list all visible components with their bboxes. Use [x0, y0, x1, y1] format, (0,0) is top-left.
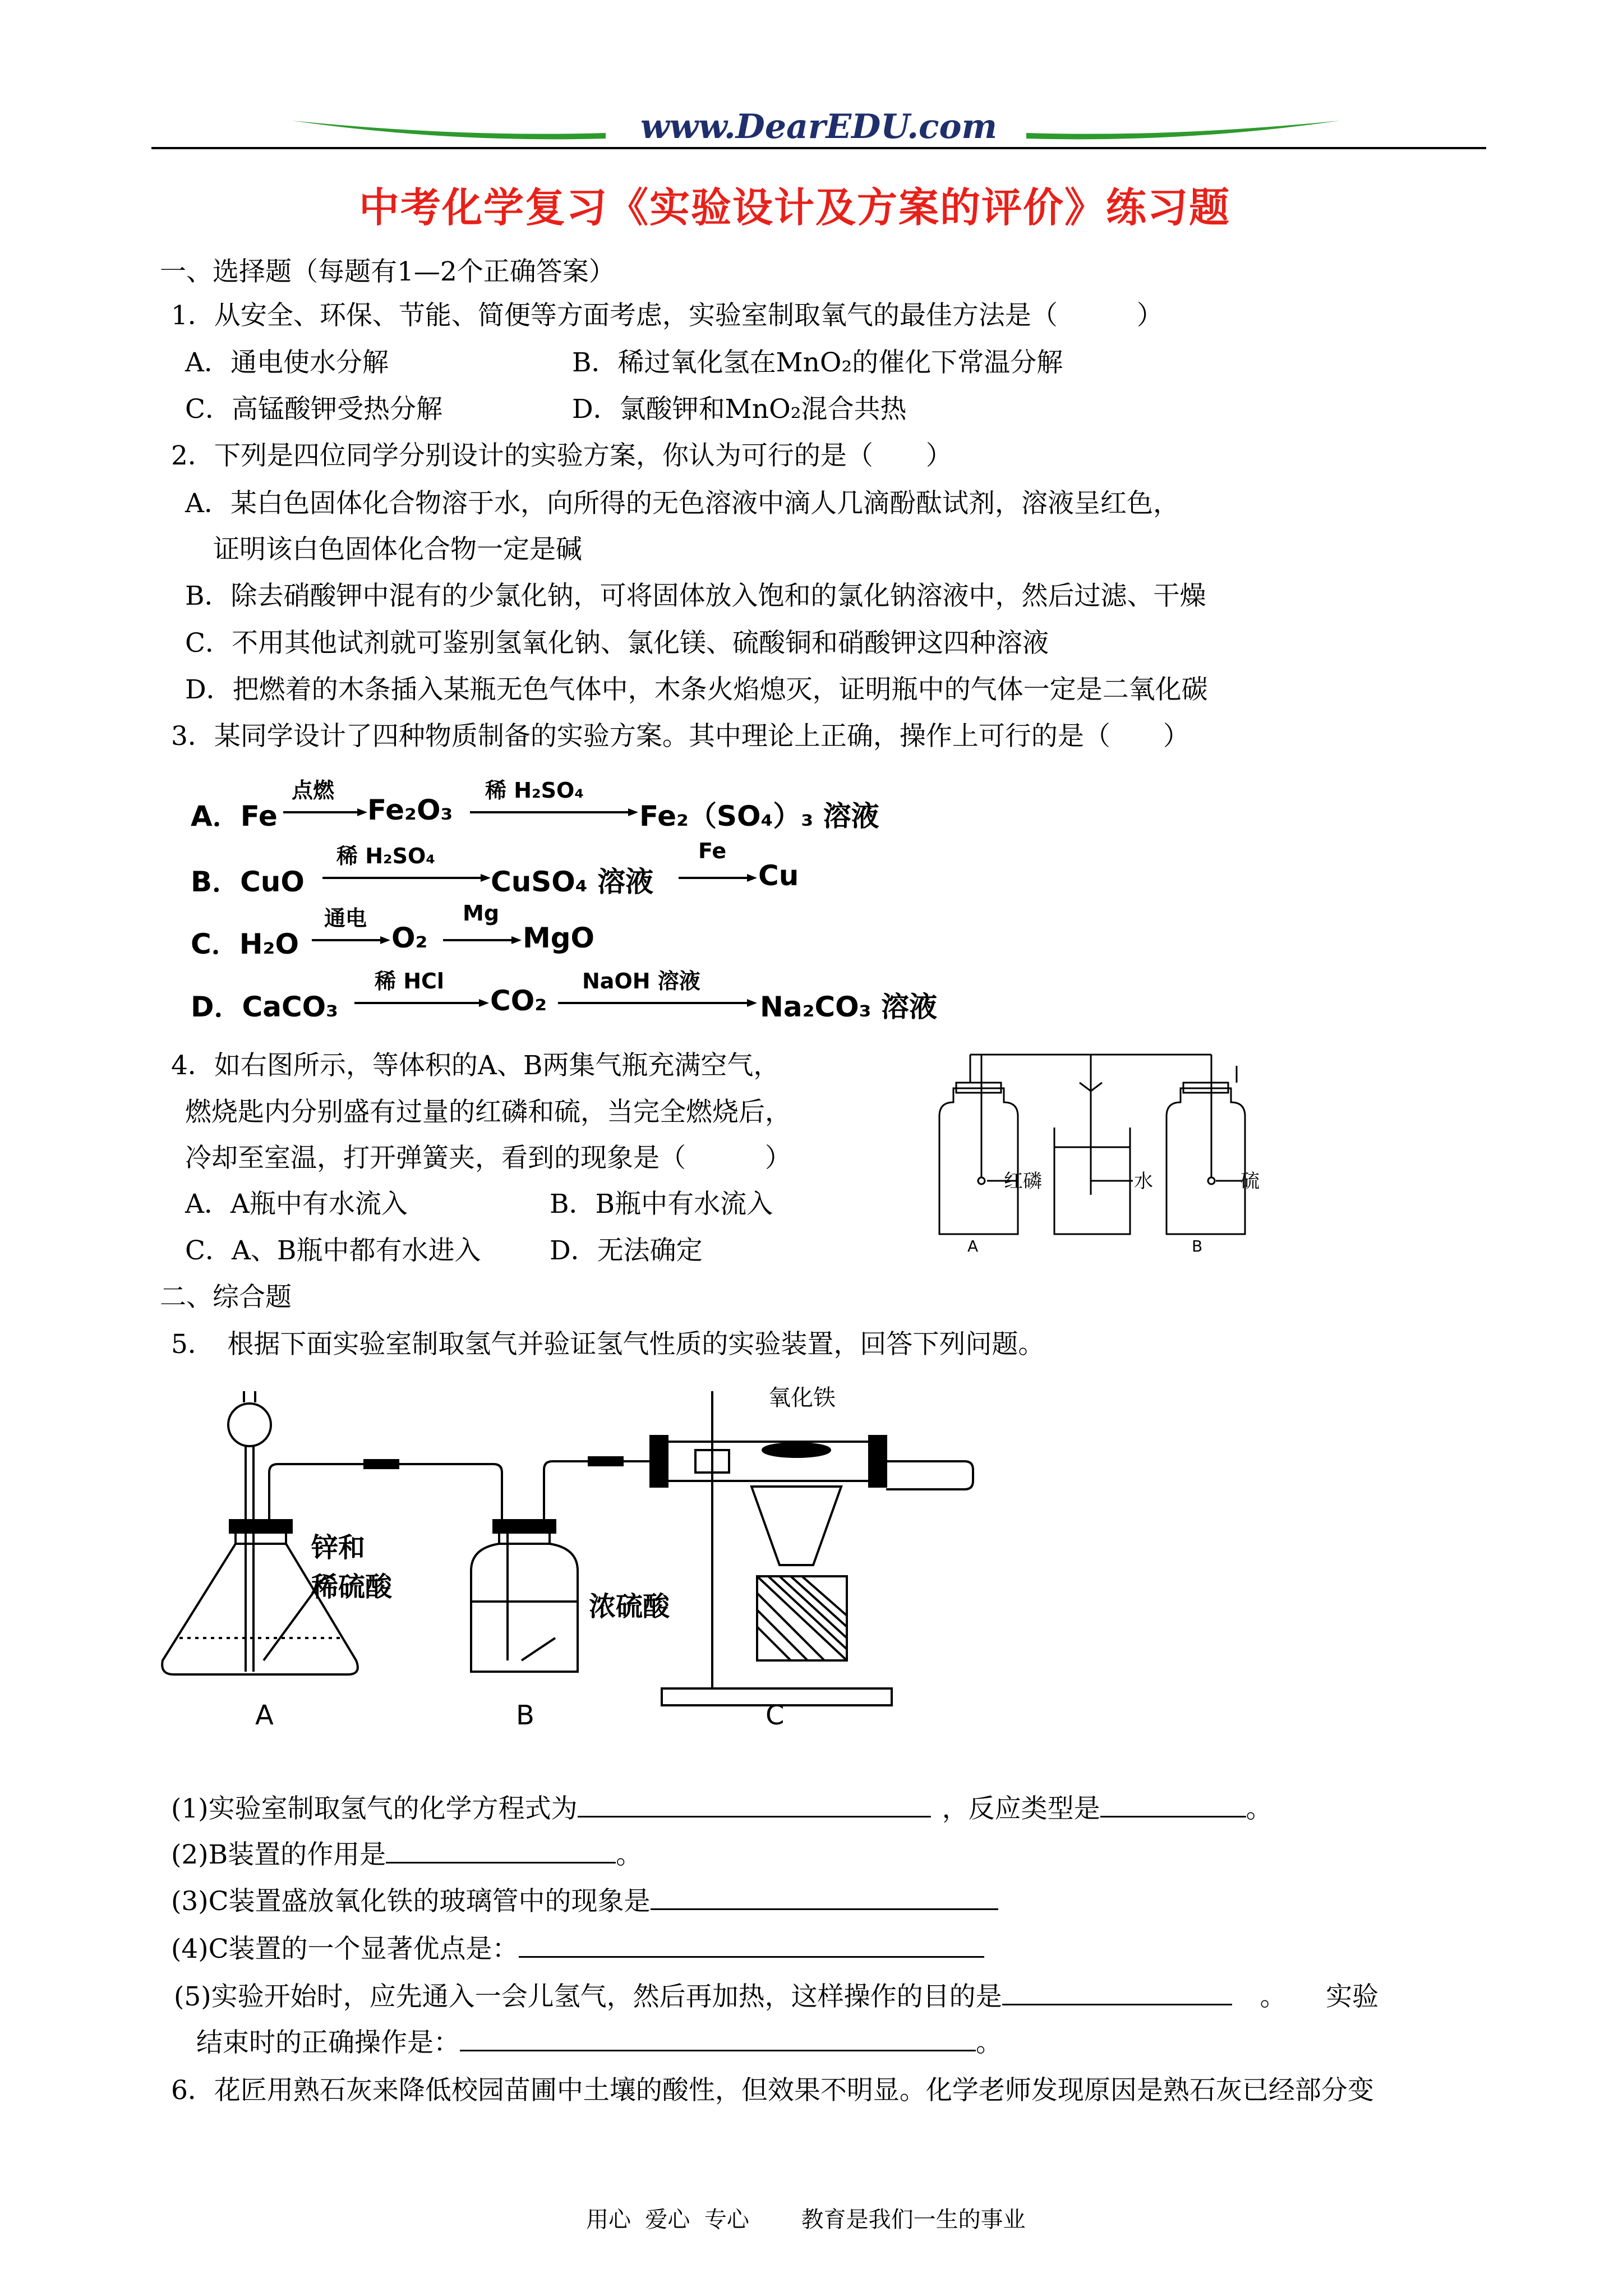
answer-blank[interactable]	[519, 1934, 984, 1958]
q3-option-b-right: Cu	[758, 859, 799, 892]
q5-apparatus-figure	[157, 1380, 1110, 1739]
page-title: 中考化学复习《实验设计及方案的评价》练习题	[359, 183, 1231, 231]
header-logo	[292, 109, 1340, 149]
q2-option-c: C．不用其他试剂就可鉴别氢氧化钠、氯化镁、硫酸铜和硝酸钾这四种溶液	[185, 628, 1049, 659]
q3-option-a-right: Fe₂（SO₄）₃ 溶液	[639, 800, 879, 832]
reaction-arrow-icon	[470, 807, 638, 818]
q4-option-d: D．无法确定	[550, 1235, 703, 1266]
q5-part-1-text: (1)实验室制取氢气的化学方程式为	[171, 1793, 578, 1824]
answer-blank[interactable]	[386, 1839, 616, 1864]
question-6-stem: 6．花匠用熟石灰来降低校园苗圃中土壤的酸性，但效果不明显。化学老师发现原因是熟石灰已经部分变	[171, 2075, 1374, 2106]
q5-part-1-text2: ，反应类型是	[942, 1793, 1100, 1824]
q3-option-a-cond1: 点燃	[292, 778, 335, 803]
q5-part-2-end: 。	[616, 1839, 643, 1870]
q2-option-a-cont: 证明该白色固体化合物一定是碱	[213, 534, 582, 565]
question-4-line3: 冷却至室温，打开弹簧夹，看到的现象是（ ）	[185, 1143, 791, 1174]
apparatus-a-label: A	[255, 1700, 274, 1731]
answer-blank[interactable]	[651, 1886, 998, 1910]
reaction-arrow-icon	[679, 872, 757, 884]
question-1-stem: 1．从安全、环保、节能、简便等方面考虑，实验室制取氧气的最佳方法是（ ）	[171, 300, 1163, 331]
q3-option-c-right: MgO	[523, 922, 595, 954]
gas-bottles-diagram-icon	[920, 1049, 1267, 1262]
q3-option-a-left: A．Fe	[191, 800, 278, 832]
page-footer: 用心 爱心 专心 教育是我们一生的事业	[586, 2207, 1026, 2233]
q5-part-4	[171, 1932, 984, 1966]
answer-blank[interactable]	[460, 2027, 976, 2051]
q5-part-1	[171, 1792, 1272, 1826]
q5-part-5-end: 。	[976, 2027, 1002, 2058]
q5-part-5-text3: 结束时的正确操作是：	[196, 2027, 460, 2058]
dilute-acid-label: 稀硫酸	[311, 1571, 393, 1603]
q3-option-d-left: D．CaCO₃	[191, 991, 339, 1023]
answer-blank[interactable]	[1002, 1981, 1232, 2005]
q3-option-b-cond1: 稀 H₂SO₄	[336, 844, 435, 868]
conc-acid-label: 浓硫酸	[589, 1591, 670, 1622]
reaction-arrow-icon	[354, 997, 489, 1009]
q4-option-b: B．B瓶中有水流入	[550, 1189, 773, 1220]
q3-option-b-left: B．CuO	[191, 866, 305, 898]
bottle-a-label: A	[967, 1237, 979, 1255]
answer-blank[interactable]	[1100, 1793, 1246, 1818]
q5-part-5-cont	[196, 2026, 1002, 2060]
sulfur-label: 硫	[1241, 1170, 1260, 1193]
q5-part-4-text: (4)C装置的一个显著优点是：	[171, 1934, 519, 1964]
question-4-line2: 燃烧匙内分别盛有过量的红磷和硫，当完全燃烧后，	[185, 1097, 791, 1128]
q4-apparatus-figure	[920, 1049, 1267, 1262]
q5-part-1-end: 。	[1246, 1793, 1272, 1824]
q3-option-c-mid: O₂	[391, 922, 428, 954]
q1-option-b: B．稀过氧化氢在MnO₂的催化下常温分解	[572, 347, 1063, 378]
q5-part-2	[171, 1838, 642, 1872]
apparatus-c-label: C	[766, 1700, 785, 1731]
q2-option-a: A．某白色固体化合物溶于水，向所得的无色溶液中滴人几滴酚酞试剂，溶液呈红色，	[185, 488, 1179, 519]
q4-option-a: A．A瓶中有水流入	[185, 1189, 408, 1220]
question-5-stem: 5． 根据下面实验室制取氢气并验证氢气性质的实验装置，回答下列问题。	[171, 1329, 1045, 1360]
reaction-arrow-icon	[322, 872, 491, 884]
iron-oxide-label: 氧化铁	[768, 1385, 836, 1411]
logo-text: www.DearEDU.com	[640, 107, 997, 146]
zinc-label: 锌和	[311, 1532, 366, 1563]
q3-option-d-mid: CO₂	[490, 984, 547, 1017]
reaction-arrow-icon	[312, 935, 390, 946]
question-3-stem: 3．某同学设计了四种物质制备的实验方案。其中理论上正确，操作上可行的是（ ）	[171, 721, 1189, 752]
q2-option-b: B．除去硝酸钾中混有的少氯化钠，可将固体放入饱和的氯化钠溶液中，然后过滤、干燥	[185, 581, 1206, 611]
q5-part-2-text: (2)B装置的作用是	[171, 1839, 386, 1870]
q3-option-a-mid: Fe₂O₃	[367, 794, 453, 826]
section-heading: 一、选择题（每题有1—2个正确答案）	[160, 256, 615, 287]
q3-option-d-cond2: NaOH 溶液	[582, 969, 700, 993]
q5-part-5-text: (5)实验开始时，应先通入一会儿氢气，然后再加热，这样操作的目的是	[174, 1981, 1002, 2012]
q1-option-c: C．高锰酸钾受热分解	[185, 394, 442, 425]
q5-part-5-text2: 。 实验	[1260, 1981, 1379, 2012]
answer-blank[interactable]	[578, 1793, 931, 1818]
reaction-arrow-icon	[558, 997, 757, 1009]
question-4-line1: 4．如右图所示，等体积的A、B两集气瓶充满空气，	[171, 1050, 780, 1081]
q2-option-d: D．把燃着的木条插入某瓶无色气体中，木条火焰熄灭，证明瓶中的气体一定是二氧化碳	[185, 674, 1208, 705]
q4-option-c: C．A、B瓶中都有水进入	[185, 1235, 481, 1266]
q5-part-3	[171, 1885, 998, 1918]
water-label: 水	[1134, 1170, 1153, 1193]
reaction-arrow-icon	[443, 935, 522, 946]
q3-option-d-cond1: 稀 HCl	[375, 969, 444, 993]
hydrogen-apparatus-diagram-icon	[157, 1380, 1110, 1739]
q5-part-5	[174, 1980, 1378, 2014]
q1-option-a: A．通电使水分解	[185, 347, 389, 378]
q3-option-c-cond1: 通电	[324, 906, 367, 931]
q3-option-d-right: Na₂CO₃ 溶液	[760, 991, 937, 1023]
q3-option-c-left: C．H₂O	[191, 928, 299, 960]
q3-option-c-cond2: Mg	[463, 901, 500, 926]
q5-part-3-text: (3)C装置盛放氧化铁的玻璃管中的现象是	[171, 1886, 651, 1917]
header-rule	[151, 147, 1486, 149]
q3-option-b-mid: CuSO₄ 溶液	[491, 866, 654, 898]
question-2-stem: 2．下列是四位同学分别设计的实验方案，你认为可行的是（ ）	[171, 440, 952, 471]
red-phosphorus-label: 红磷	[1004, 1170, 1042, 1193]
q3-option-b-cond2: Fe	[698, 839, 727, 863]
bottle-b-label: B	[1192, 1237, 1203, 1255]
apparatus-b-label: B	[516, 1700, 534, 1731]
q1-option-d: D．氯酸钾和MnO₂混合共热	[572, 394, 907, 425]
q3-option-a-cond2: 稀 H₂SO₄	[485, 778, 584, 803]
section-heading-2: 二、综合题	[160, 1282, 292, 1313]
reaction-arrow-icon	[283, 807, 367, 818]
